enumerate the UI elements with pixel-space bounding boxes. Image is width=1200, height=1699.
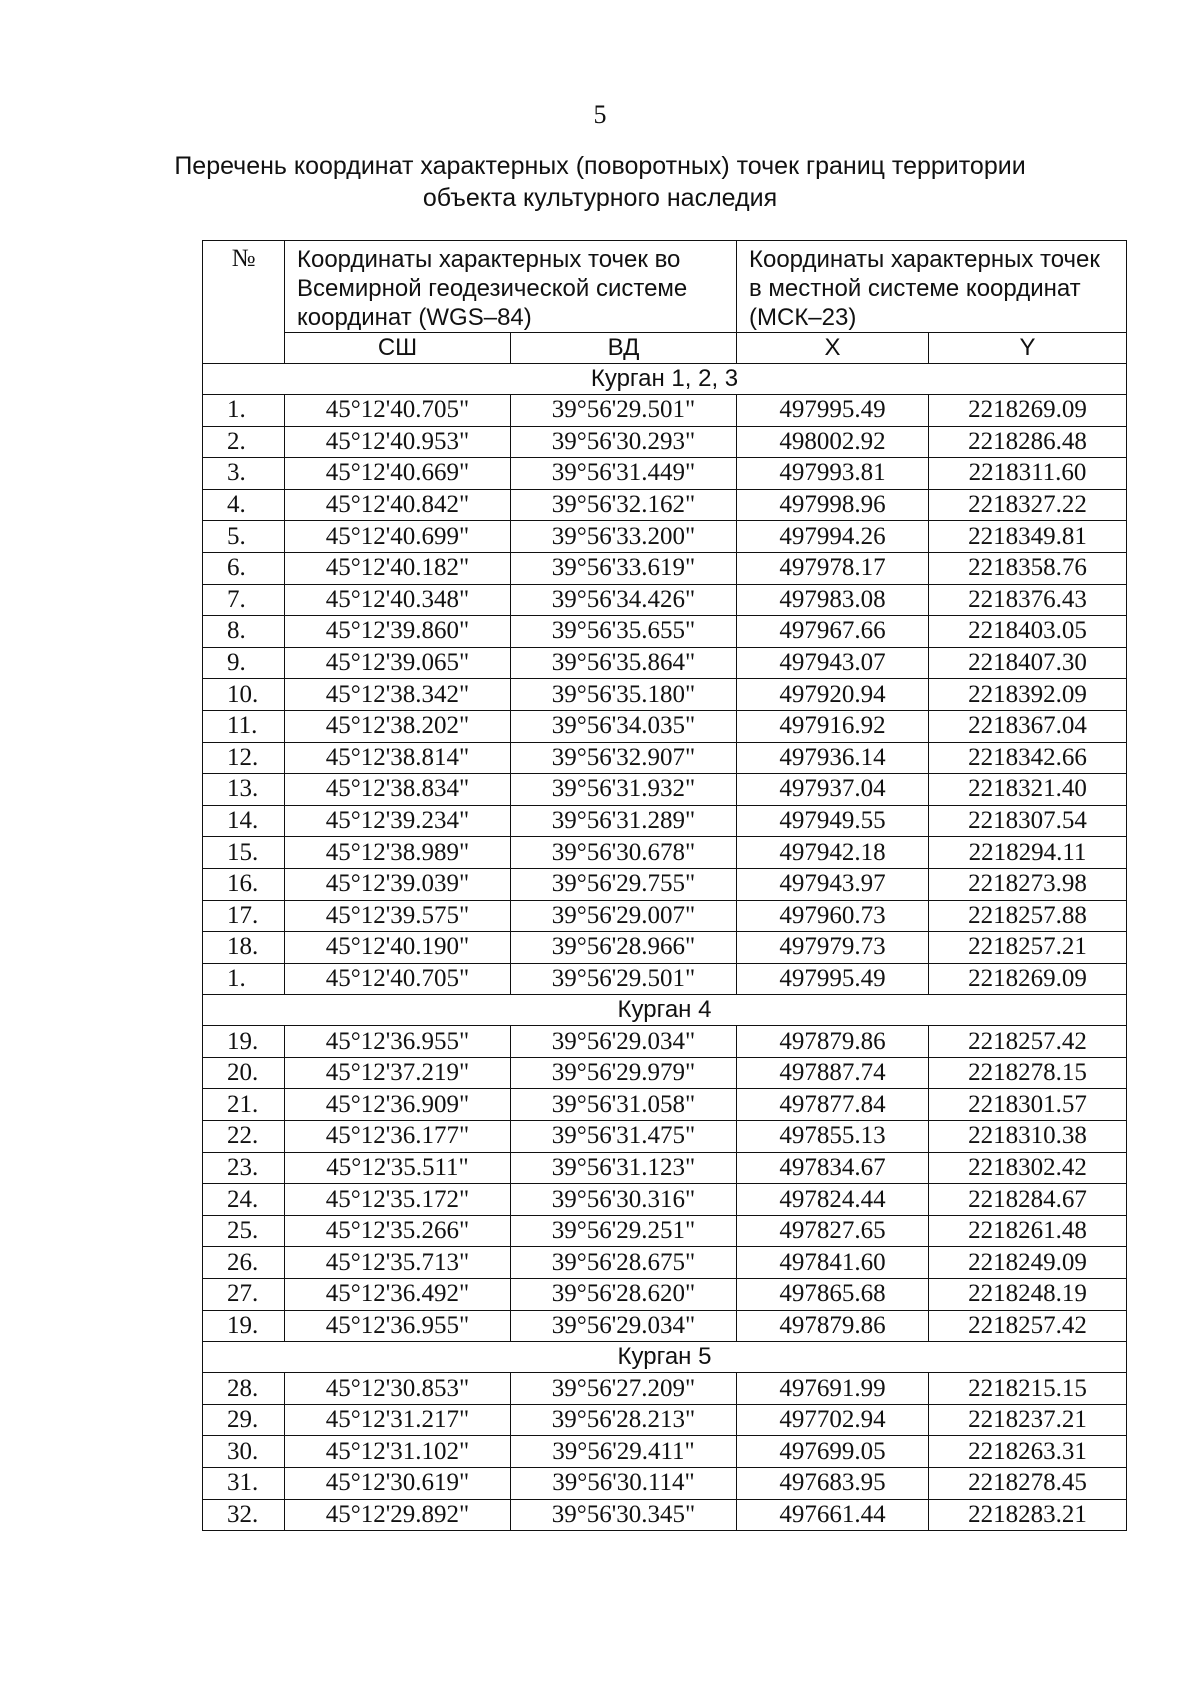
table-row [203,679,1127,711]
point-number-cell: 1. [203,395,285,427]
table-row [203,1310,1127,1342]
longitude-cell: 39°56'32.907" [511,742,737,774]
point-number-cell: 4. [203,489,285,521]
point-number-cell: 15. [203,837,285,869]
y-coordinate-cell: 2218302.42 [929,1152,1127,1184]
latitude-cell: 45°12'31.217" [285,1404,511,1436]
y-coordinate-cell: 2218278.15 [929,1057,1127,1089]
x-coordinate-cell: 497683.95 [737,1468,929,1500]
latitude-cell: 45°12'38.989" [285,837,511,869]
x-coordinate-cell: 497967.66 [737,616,929,648]
latitude-cell: 45°12'39.065" [285,647,511,679]
table-row [203,584,1127,616]
latitude-cell: 45°12'37.219" [285,1057,511,1089]
header-latitude: СШ [285,333,511,364]
coordinates-table [202,240,1127,1531]
table-row [203,1026,1127,1058]
y-coordinate-cell: 2218237.21 [929,1404,1127,1436]
x-coordinate-cell: 497983.08 [737,584,929,616]
point-number-cell: 24. [203,1184,285,1216]
y-coordinate-cell: 2218261.48 [929,1215,1127,1247]
header-row-sub [203,333,1127,364]
latitude-cell: 45°12'36.492" [285,1279,511,1311]
point-number-cell: 18. [203,932,285,964]
x-coordinate-cell: 497949.55 [737,805,929,837]
x-coordinate-cell: 497824.44 [737,1184,929,1216]
point-number-cell: 28. [203,1373,285,1405]
longitude-cell: 39°56'31.449" [511,458,737,490]
y-coordinate-cell: 2218286.48 [929,426,1127,458]
x-coordinate-cell: 497960.73 [737,900,929,932]
longitude-cell: 39°56'29.411" [511,1436,737,1468]
table-row [203,1373,1127,1405]
table-row [203,1279,1127,1311]
y-coordinate-cell: 2218367.04 [929,710,1127,742]
table-row [203,837,1127,869]
latitude-cell: 45°12'38.342" [285,679,511,711]
x-coordinate-cell: 497943.97 [737,868,929,900]
y-coordinate-cell: 2218249.09 [929,1247,1127,1279]
table-row [203,1436,1127,1468]
latitude-cell: 45°12'40.669" [285,458,511,490]
table-row [203,458,1127,490]
x-coordinate-cell: 497998.96 [737,489,929,521]
table-row [203,489,1127,521]
table-row [203,742,1127,774]
table-row [203,426,1127,458]
point-number-cell: 10. [203,679,285,711]
table-row [203,1184,1127,1216]
table-row [203,1468,1127,1500]
longitude-cell: 39°56'35.180" [511,679,737,711]
latitude-cell: 45°12'40.699" [285,521,511,553]
point-number-cell: 19. [203,1026,285,1058]
x-coordinate-cell: 497865.68 [737,1279,929,1311]
latitude-cell: 45°12'40.190" [285,932,511,964]
longitude-cell: 39°56'33.200" [511,521,737,553]
table-row [203,521,1127,553]
x-coordinate-cell: 497995.49 [737,395,929,427]
latitude-cell: 45°12'38.834" [285,774,511,806]
y-coordinate-cell: 2218257.88 [929,900,1127,932]
header-longitude: ВД [511,333,737,364]
y-coordinate-cell: 2218263.31 [929,1436,1127,1468]
point-number-cell: 16. [203,868,285,900]
longitude-cell: 39°56'31.475" [511,1121,737,1153]
longitude-cell: 39°56'32.162" [511,489,737,521]
longitude-cell: 39°56'31.289" [511,805,737,837]
latitude-cell: 45°12'36.955" [285,1310,511,1342]
x-coordinate-cell: 497877.84 [737,1089,929,1121]
section-row [203,1342,1127,1373]
y-coordinate-cell: 2218257.42 [929,1310,1127,1342]
longitude-cell: 39°56'29.501" [511,963,737,995]
x-coordinate-cell: 497920.94 [737,679,929,711]
y-coordinate-cell: 2218278.45 [929,1468,1127,1500]
point-number-cell: 21. [203,1089,285,1121]
x-coordinate-cell: 497841.60 [737,1247,929,1279]
y-coordinate-cell: 2218294.11 [929,837,1127,869]
latitude-cell: 45°12'31.102" [285,1436,511,1468]
y-coordinate-cell: 2218284.67 [929,1184,1127,1216]
x-coordinate-cell: 497995.49 [737,963,929,995]
longitude-cell: 39°56'30.316" [511,1184,737,1216]
x-coordinate-cell: 497994.26 [737,521,929,553]
latitude-cell: 45°12'36.909" [285,1089,511,1121]
table-row [203,395,1127,427]
longitude-cell: 39°56'29.755" [511,868,737,900]
x-coordinate-cell: 497855.13 [737,1121,929,1153]
table-row [203,1089,1127,1121]
point-number-cell: 20. [203,1057,285,1089]
table-row [203,932,1127,964]
y-coordinate-cell: 2218403.05 [929,616,1127,648]
table-row [203,868,1127,900]
point-number-cell: 2. [203,426,285,458]
y-coordinate-cell: 2218376.43 [929,584,1127,616]
point-number-cell: 17. [203,900,285,932]
x-coordinate-cell: 497827.65 [737,1215,929,1247]
point-number-cell: 29. [203,1404,285,1436]
table-row [203,900,1127,932]
latitude-cell: 45°12'35.172" [285,1184,511,1216]
y-coordinate-cell: 2218342.66 [929,742,1127,774]
title-line-2: объекта культурного наследия [422,184,778,212]
table-row [203,552,1127,584]
header-wgs84-group: Координаты характерных точек во Всемирной геодезической системе координат (WGS–84) [285,241,737,333]
point-number-cell: 12. [203,742,285,774]
latitude-cell: 45°12'35.511" [285,1152,511,1184]
x-coordinate-cell: 497978.17 [737,552,929,584]
table-row [203,805,1127,837]
section-title: Курган 4 [203,995,1127,1026]
section-title: Курган 1, 2, 3 [203,364,1127,395]
y-coordinate-cell: 2218311.60 [929,458,1127,490]
x-coordinate-cell: 497661.44 [737,1499,929,1531]
longitude-cell: 39°56'29.979" [511,1057,737,1089]
y-coordinate-cell: 2218215.15 [929,1373,1127,1405]
x-coordinate-cell: 497691.99 [737,1373,929,1405]
point-number-cell: 26. [203,1247,285,1279]
latitude-cell: 45°12'29.892" [285,1499,511,1531]
y-coordinate-cell: 2218269.09 [929,395,1127,427]
header-msk23-group: Координаты характерных точек в местной системе координат (МСК–23) [737,241,1127,333]
longitude-cell: 39°56'29.034" [511,1026,737,1058]
latitude-cell: 45°12'40.348" [285,584,511,616]
point-number-cell: 6. [203,552,285,584]
x-coordinate-cell: 497916.92 [737,710,929,742]
table-row [203,1152,1127,1184]
x-coordinate-cell: 497834.67 [737,1152,929,1184]
point-number-cell: 27. [203,1279,285,1311]
x-coordinate-cell: 497979.73 [737,932,929,964]
point-number-cell: 14. [203,805,285,837]
x-coordinate-cell: 497942.18 [737,837,929,869]
longitude-cell: 39°56'29.007" [511,900,737,932]
latitude-cell: 45°12'30.853" [285,1373,511,1405]
y-coordinate-cell: 2218273.98 [929,868,1127,900]
latitude-cell: 45°12'38.202" [285,710,511,742]
table-row [203,710,1127,742]
header-y: Y [929,333,1127,364]
y-coordinate-cell: 2218257.42 [929,1026,1127,1058]
y-coordinate-cell: 2218321.40 [929,774,1127,806]
table-row [203,1057,1127,1089]
longitude-cell: 39°56'28.620" [511,1279,737,1311]
longitude-cell: 39°56'34.426" [511,584,737,616]
y-coordinate-cell: 2218358.76 [929,552,1127,584]
point-number-cell: 32. [203,1499,285,1531]
longitude-cell: 39°56'31.932" [511,774,737,806]
table-row [203,1247,1127,1279]
x-coordinate-cell: 497936.14 [737,742,929,774]
point-number-cell: 3. [203,458,285,490]
latitude-cell: 45°12'30.619" [285,1468,511,1500]
longitude-cell: 39°56'31.058" [511,1089,737,1121]
y-coordinate-cell: 2218349.81 [929,521,1127,553]
point-number-cell: 8. [203,616,285,648]
table-row [203,1499,1127,1531]
y-coordinate-cell: 2218301.57 [929,1089,1127,1121]
table-body [203,364,1127,1531]
latitude-cell: 45°12'39.039" [285,868,511,900]
y-coordinate-cell: 2218257.21 [929,932,1127,964]
table-row [203,1404,1127,1436]
point-number-cell: 23. [203,1152,285,1184]
x-coordinate-cell: 497699.05 [737,1436,929,1468]
y-coordinate-cell: 2218407.30 [929,647,1127,679]
point-number-cell: 7. [203,584,285,616]
section-row [203,364,1127,395]
longitude-cell: 39°56'30.678" [511,837,737,869]
longitude-cell: 39°56'35.864" [511,647,737,679]
y-coordinate-cell: 2218307.54 [929,805,1127,837]
y-coordinate-cell: 2218269.09 [929,963,1127,995]
y-coordinate-cell: 2218327.22 [929,489,1127,521]
point-number-cell: 31. [203,1468,285,1500]
point-number-cell: 19. [203,1310,285,1342]
document-title [150,150,1050,214]
y-coordinate-cell: 2218310.38 [929,1121,1127,1153]
point-number-cell: 30. [203,1436,285,1468]
point-number-cell: 9. [203,647,285,679]
x-coordinate-cell: 497887.74 [737,1057,929,1089]
longitude-cell: 39°56'30.293" [511,426,737,458]
y-coordinate-cell: 2218248.19 [929,1279,1127,1311]
table-row [203,774,1127,806]
latitude-cell: 45°12'36.177" [285,1121,511,1153]
latitude-cell: 45°12'40.953" [285,426,511,458]
x-coordinate-cell: 497879.86 [737,1026,929,1058]
table-row [203,963,1127,995]
latitude-cell: 45°12'35.713" [285,1247,511,1279]
point-number-cell: 22. [203,1121,285,1153]
header-x: X [737,333,929,364]
x-coordinate-cell: 497943.07 [737,647,929,679]
point-number-cell: 11. [203,710,285,742]
longitude-cell: 39°56'29.034" [511,1310,737,1342]
title-line-1: Перечень координат характерных (поворотных) точек границ территории [174,152,1026,180]
point-number-cell: 1. [203,963,285,995]
table-row [203,1215,1127,1247]
x-coordinate-cell: 497702.94 [737,1404,929,1436]
latitude-cell: 45°12'40.705" [285,963,511,995]
latitude-cell: 45°12'39.860" [285,616,511,648]
latitude-cell: 45°12'39.575" [285,900,511,932]
longitude-cell: 39°56'30.114" [511,1468,737,1500]
table-row [203,647,1127,679]
longitude-cell: 39°56'27.209" [511,1373,737,1405]
longitude-cell: 39°56'35.655" [511,616,737,648]
latitude-cell: 45°12'36.955" [285,1026,511,1058]
table-row [203,616,1127,648]
longitude-cell: 39°56'28.675" [511,1247,737,1279]
x-coordinate-cell: 497879.86 [737,1310,929,1342]
point-number-cell: 13. [203,774,285,806]
longitude-cell: 39°56'33.619" [511,552,737,584]
header-number: № [203,241,285,364]
point-number-cell: 5. [203,521,285,553]
section-row [203,995,1127,1026]
x-coordinate-cell: 497937.04 [737,774,929,806]
longitude-cell: 39°56'34.035" [511,710,737,742]
latitude-cell: 45°12'40.705" [285,395,511,427]
page-number: 5 [593,100,607,129]
table-row [203,1121,1127,1153]
point-number-cell: 25. [203,1215,285,1247]
latitude-cell: 45°12'38.814" [285,742,511,774]
latitude-cell: 45°12'39.234" [285,805,511,837]
section-title: Курган 5 [203,1342,1127,1373]
longitude-cell: 39°56'28.966" [511,932,737,964]
latitude-cell: 45°12'35.266" [285,1215,511,1247]
x-coordinate-cell: 497993.81 [737,458,929,490]
longitude-cell: 39°56'30.345" [511,1499,737,1531]
longitude-cell: 39°56'29.251" [511,1215,737,1247]
header-row-top [203,241,1127,333]
latitude-cell: 45°12'40.182" [285,552,511,584]
longitude-cell: 39°56'31.123" [511,1152,737,1184]
x-coordinate-cell: 498002.92 [737,426,929,458]
y-coordinate-cell: 2218283.21 [929,1499,1127,1531]
longitude-cell: 39°56'29.501" [511,395,737,427]
latitude-cell: 45°12'40.842" [285,489,511,521]
longitude-cell: 39°56'28.213" [511,1404,737,1436]
y-coordinate-cell: 2218392.09 [929,679,1127,711]
